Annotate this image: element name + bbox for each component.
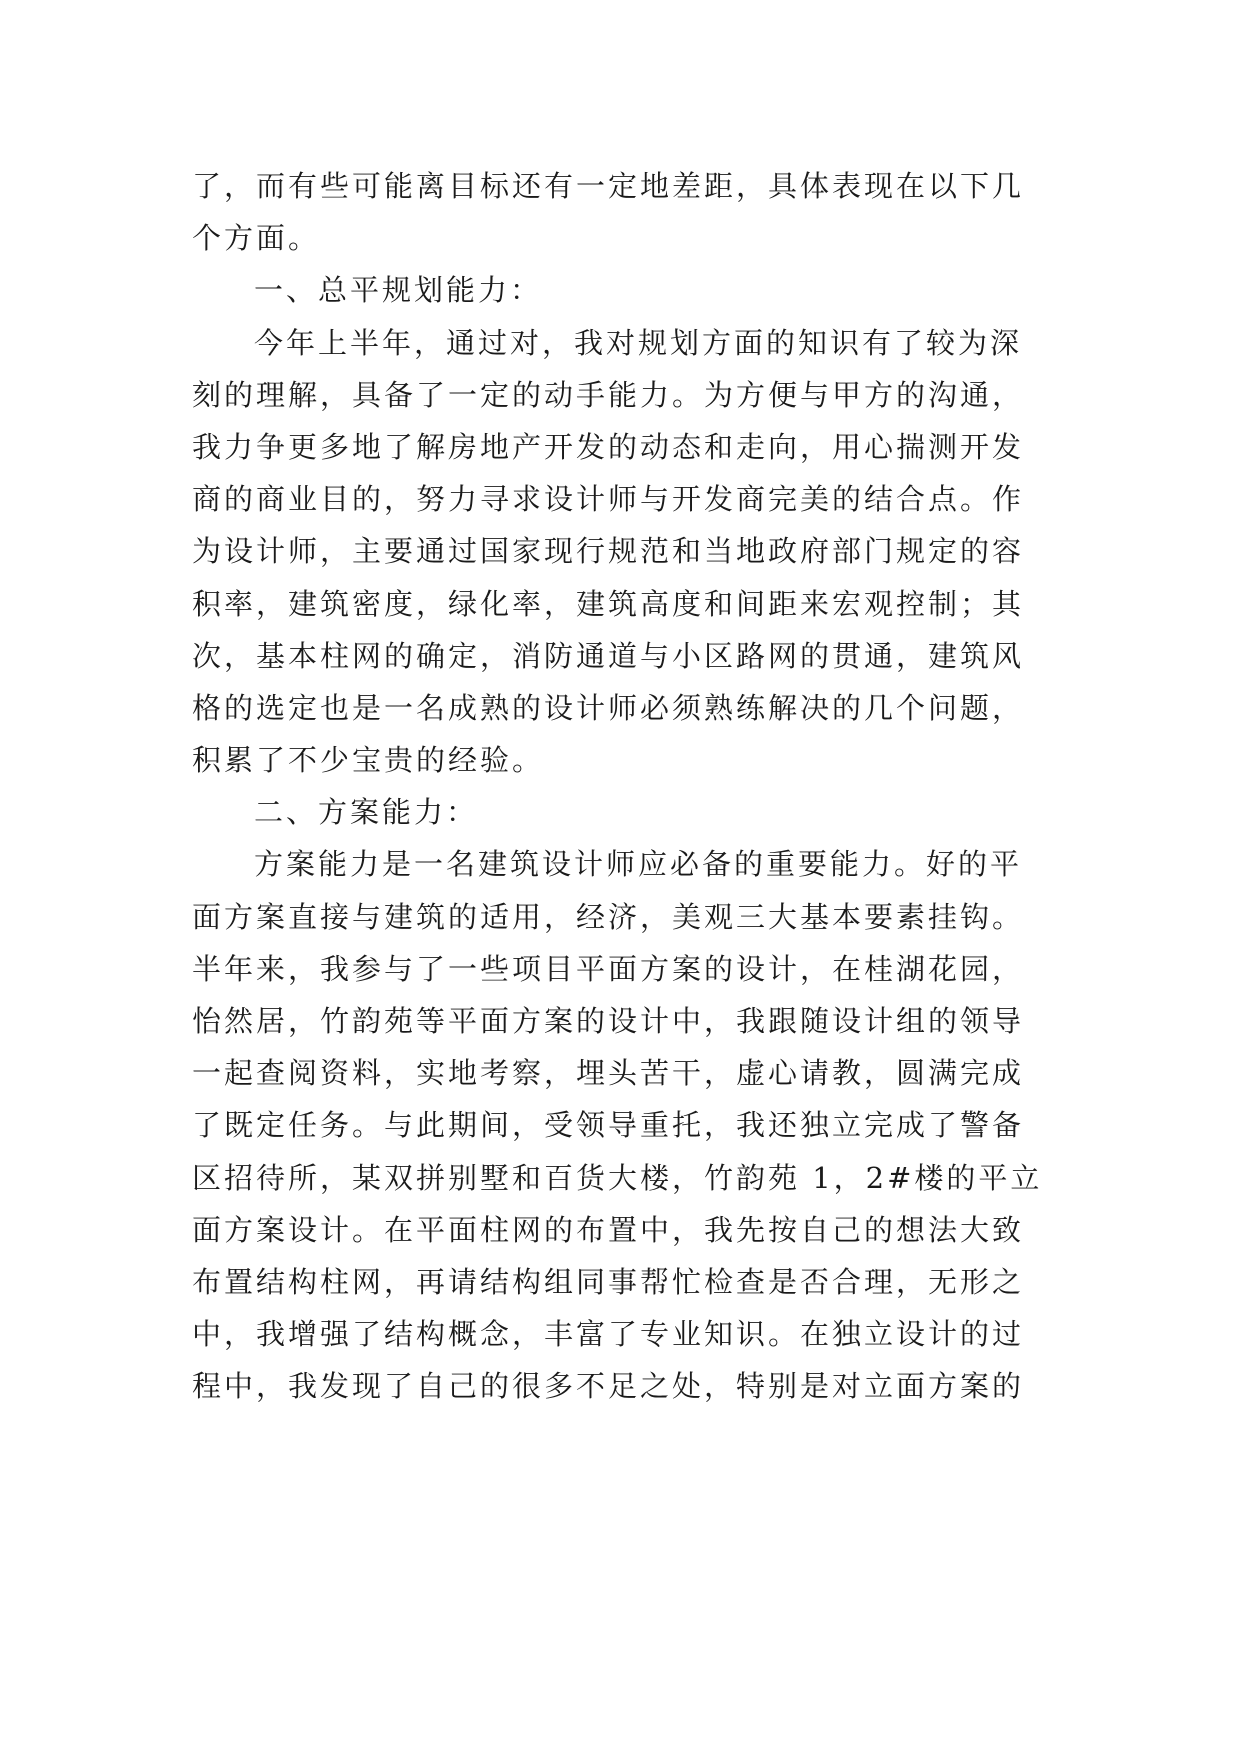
text-line: 布置结构柱网，再请结构组同事帮忙检查是否合理，无形之 bbox=[192, 1264, 1025, 1299]
text-line: 格的选定也是一名成熟的设计师必须熟练解决的几个问题， bbox=[192, 690, 1025, 725]
text-line: 面方案直接与建筑的适用，经济，美观三大基本要素挂钩。 bbox=[192, 899, 1025, 934]
text-line: 次，基本柱网的确定，消防通道与小区路网的贯通，建筑风 bbox=[192, 638, 1025, 673]
text-line: 我力争更多地了解房地产开发的动态和走向，用心揣测开发 bbox=[192, 429, 1025, 464]
paragraph-start: 今年上半年，通过对，我对规划方面的知识有了较为深 bbox=[254, 325, 1023, 360]
text-line: 商的商业目的，努力寻求设计师与开发商完美的结合点。作 bbox=[192, 482, 1025, 517]
text-line: 了，而有些可能离目标还有一定地差距，具体表现在以下几 bbox=[192, 169, 1025, 203]
text-line: 半年来，我参与了一些项目平面方案的设计，在桂湖花园， bbox=[192, 951, 1025, 986]
text-line: 面方案设计。在平面柱网的布置中，我先按自己的想法大致 bbox=[192, 1212, 1025, 1247]
section-heading: 二、方案能力： bbox=[254, 795, 479, 830]
text-line: 一起查阅资料，实地考察，埋头苦干，虚心请教，圆满完成 bbox=[192, 1056, 1025, 1091]
text-line: 积率，建筑密度，绿化率，建筑高度和间距来宏观控制；其 bbox=[192, 586, 1025, 621]
text-line: 怡然居，竹韵苑等平面方案的设计中，我跟随设计组的领导 bbox=[192, 1004, 1025, 1038]
text-line: 为设计师，主要通过国家现行规范和当地政府部门规定的容 bbox=[192, 534, 1025, 569]
text-line: 个方面。 bbox=[192, 221, 321, 256]
section-heading: 一、总平规划能力： bbox=[254, 273, 543, 308]
text-line: 区招待所，某双拼别墅和百货大楼，竹韵苑 1，2#楼的平立 bbox=[192, 1160, 1043, 1195]
text-line: 了既定任务。与此期间，受领导重托，我还独立完成了警备 bbox=[192, 1108, 1025, 1143]
text-line: 积累了不少宝贵的经验。 bbox=[192, 743, 545, 778]
text-line: 中，我增强了结构概念，丰富了专业知识。在独立设计的过 bbox=[192, 1317, 1025, 1352]
paragraph-start: 方案能力是一名建筑设计师应必备的重要能力。好的平 bbox=[254, 847, 1023, 882]
body-text bbox=[192, 160, 1052, 1413]
text-line: 刻的理解，具备了一定的动手能力。为方便与甲方的沟通， bbox=[192, 377, 1025, 412]
text-line: 程中，我发现了自己的很多不足之处，特别是对立面方案的 bbox=[192, 1369, 1025, 1404]
